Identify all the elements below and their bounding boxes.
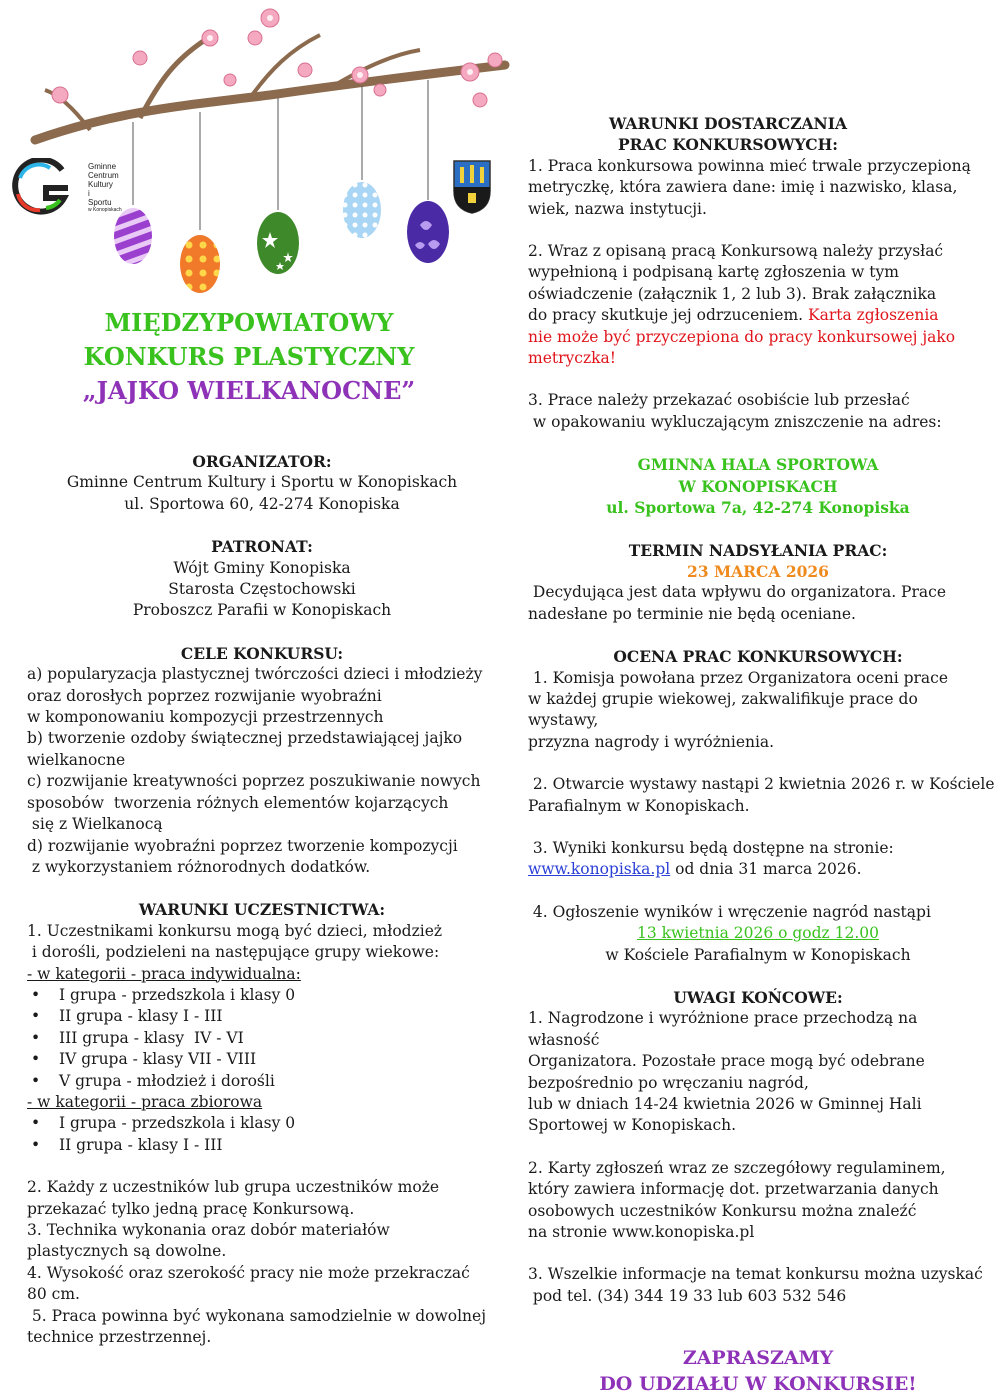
evaluation-text: w Kościele Parafialnym w Konopiskach xyxy=(605,945,911,964)
delivery-warning: nie może być przyczepiona do pracy konkursowej jako xyxy=(528,327,956,346)
goals-heading: CELE KONKURSU: xyxy=(180,643,344,663)
gckis-logo xyxy=(10,158,130,218)
remarks-text: lub w dniach 14-24 kwietnia 2026 w Gminnej Hali xyxy=(528,1095,922,1114)
left-column xyxy=(27,451,497,1348)
evaluation-text: 2. Otwarcie wystawy nastąpi 2 kwietnia 2026 r. w Kościele xyxy=(528,775,995,794)
goals-section xyxy=(27,643,497,878)
patronage-section xyxy=(27,536,497,622)
invitation xyxy=(528,1345,988,1397)
remarks-text: który zawiera informację dot. przetwarzania danych xyxy=(528,1180,939,1199)
remarks-text: osobowych uczestników Konkursu można znaleźć xyxy=(528,1201,917,1220)
delivery-warning: Karta zgłoszenia xyxy=(808,306,939,325)
conditions-text: 80 cm. xyxy=(27,1285,80,1304)
delivery-address: GMINNA HALA SPORTOWA xyxy=(637,455,879,475)
contest-title xyxy=(14,306,484,408)
gckis-logo-line: Gminne xyxy=(88,162,117,171)
goal-line: wielkanocne xyxy=(27,750,126,769)
remarks-text: Organizatora. Pozostałe prace mogą być odebrane xyxy=(528,1052,925,1071)
conditions-text: 1. Uczestnikami konkursu mogą być dzieci, młodzież xyxy=(27,921,443,940)
evaluation-section xyxy=(528,646,995,966)
conditions-text: 2. Każdy z uczestników lub grupa uczestników może xyxy=(27,1178,440,1197)
remarks-text: na stronie www.konopiska.pl xyxy=(528,1223,755,1242)
delivery-text xyxy=(528,305,988,326)
goal-line: oraz dorosłych poprzez rozwijanie wyobraźni xyxy=(27,686,382,705)
delivery-section xyxy=(528,113,988,519)
remarks-text: Sportowej w Konopiskach. xyxy=(528,1116,737,1135)
conditions-text: technice przestrzennej. xyxy=(27,1328,212,1347)
evaluation-heading: OCENA PRAC KONKURSOWYCH: xyxy=(613,647,903,667)
remarks-text: bezpośrednio po wręczaniu nagród, xyxy=(528,1073,809,1092)
deadline-text: nadesłane po terminie nie będą oceniane. xyxy=(528,604,856,623)
goal-line: się z Wielkanocą xyxy=(27,815,163,834)
delivery-address: W KONOPISKACH xyxy=(678,476,838,496)
category-individual: - w kategorii - praca indywidualna: xyxy=(27,964,301,983)
patron: Wójt Gminy Konopiska xyxy=(173,558,351,577)
organizer-name: Gminne Centrum Kultury i Sportu w Konopiskach xyxy=(66,473,458,492)
gckis-logo-icon xyxy=(10,158,72,216)
gckis-logo-line: Centrum xyxy=(88,171,119,180)
goal-line: c) rozwijanie kreatywności poprzez poszukiwanie nowych xyxy=(27,772,481,791)
evaluation-text-after: od dnia 31 marca 2026. xyxy=(670,860,862,879)
remarks-text: 3. Wszelkie informacje na temat konkursu można uzyskać xyxy=(528,1265,983,1284)
remarks-text: 2. Karty zgłoszeń wraz ze szczegółowy regulaminem, xyxy=(528,1158,946,1177)
gckis-logo-line: w Konopiskach xyxy=(88,207,122,213)
conditions-section xyxy=(27,899,497,1348)
title-line: KONKURS PLASTYCZNY xyxy=(83,342,415,371)
remarks-text: pod tel. (34) 344 19 33 lub 603 532 546 xyxy=(528,1286,847,1305)
deadline-section xyxy=(528,540,988,626)
goal-line: d) rozwijanie wyobraźni poprzez tworzenie kompozycji xyxy=(27,836,458,855)
delivery-text-black: do pracy skutkuje jej odrzuceniem. xyxy=(528,306,808,325)
evaluation-text: 3. Wyniki konkursu będą dostępne na stronie: xyxy=(528,838,894,857)
delivery-text: oświadczenie (załącznik 1, 2 lub 3). Brak załącznika xyxy=(528,284,937,303)
list-item: • I grupa - przedszkola i klasy 0 xyxy=(27,1113,497,1134)
remarks-section xyxy=(528,987,988,1307)
organizer-address: ul. Sportowa 60, 42-274 Konopiska xyxy=(124,494,400,513)
list-item: • I grupa - przedszkola i klasy 0 xyxy=(27,985,497,1006)
delivery-text: 3. Prace należy przekazać osobiście lub przesłać xyxy=(528,391,910,410)
patronage-heading: PATRONAT: xyxy=(211,537,313,557)
gckis-logo-line: Sportu xyxy=(88,198,112,207)
conditions-text: przekazać tylko jedną pracę Konkursową. xyxy=(27,1199,355,1218)
deadline-heading: TERMIN NADSYŁANIA PRAC: xyxy=(628,540,888,560)
evaluation-text: 1. Komisja powołana przez Organizatora oceni prace xyxy=(528,668,948,687)
patron: Proboszcz Parafii w Konopiskach xyxy=(132,601,392,620)
remarks-heading: UWAGI KOŃCOWE: xyxy=(673,988,843,1007)
title-line: „JAJKO WIELKANOCNE” xyxy=(82,376,416,405)
delivery-text: w opakowaniu wykluczającym zniszczenie na adres: xyxy=(528,412,942,431)
evaluation-text: 4. Ogłoszenie wyników i wręczenie nagród nastąpi xyxy=(528,902,931,921)
evaluation-text: przyzna nagrody i wyróżnienia. xyxy=(528,732,775,751)
remarks-text: 1. Nagrodzone i wyróżnione prace przechodzą na własność xyxy=(528,1009,918,1049)
organizer-section xyxy=(27,451,497,515)
organizer-heading: ORGANIZATOR: xyxy=(192,452,332,471)
right-column xyxy=(528,113,995,1397)
deadline-text: Decydująca jest data wpływu do organizatora. Prace xyxy=(528,583,946,602)
award-date: 13 kwietnia 2026 o godz 12.00 xyxy=(636,924,880,943)
goal-line: a) popularyzacja plastycznej twórczości dzieci i młodzieży xyxy=(27,665,483,684)
website-link[interactable]: www.konopiska.pl xyxy=(528,860,671,879)
delivery-text: 1. Praca konkursowa powinna mieć trwale przyczepioną xyxy=(528,156,971,175)
delivery-warning: metryczka! xyxy=(528,349,616,368)
goal-line: sposobów tworzenia różnych elementów kojarzących xyxy=(27,793,449,812)
goal-line: z wykorzystaniem różnorodnych dodatków. xyxy=(27,857,371,876)
title-line: MIĘDZYPOWIATOWY xyxy=(104,308,394,337)
conditions-text: i dorośli, podzieleni na następujące grupy wiekowe: xyxy=(27,943,440,962)
invitation-line: DO UDZIAŁU W KONKURSIE! xyxy=(599,1373,917,1396)
delivery-text: wiek, nazwa instytucji. xyxy=(528,199,707,218)
conditions-heading: WARUNKI UCZESTNICTWA: xyxy=(138,900,386,920)
conditions-text: plastycznych są dowolne. xyxy=(27,1242,227,1261)
goal-line: w komponowaniu kompozycji przestrzennych xyxy=(27,708,384,727)
delivery-text: metryczkę, która zawiera dane: imię i nazwisko, klasa, xyxy=(528,178,958,197)
conditions-text: 3. Technika wykonania oraz dobór materiałów xyxy=(27,1221,390,1239)
delivery-heading: PRAC KONKURSOWYCH: xyxy=(618,135,838,155)
list-item: • III grupa - klasy IV - VI xyxy=(27,1028,497,1049)
evaluation-text xyxy=(528,859,988,880)
patron: Starosta Częstochowski xyxy=(168,580,356,599)
delivery-heading: WARUNKI DOSTARCZANIA xyxy=(609,114,847,133)
list-item: • II grupa - klasy I - III xyxy=(27,1006,497,1027)
conditions-text: 4. Wysokość oraz szerokość pracy nie może przekraczać xyxy=(27,1263,470,1282)
gckis-logo-line: i xyxy=(88,189,90,198)
category-group: - w kategorii - praca zbiorowa xyxy=(27,1092,263,1111)
easter-branch-illustration xyxy=(0,0,520,300)
gckis-logo-line: Kultury xyxy=(88,180,113,189)
evaluation-text: w każdej grupie wiekowej, zakwalifikuje prace do wystawy, xyxy=(528,689,918,730)
goal-line: b) tworzenie ozdoby świątecznej przedstawiającej jajko xyxy=(27,729,463,748)
delivery-text: 2. Wraz z opisaną pracą Konkursową należy przysłać xyxy=(528,242,944,261)
deadline-date: 23 MARCA 2026 xyxy=(687,561,829,581)
delivery-address: ul. Sportowa 7a, 42-274 Konopiska xyxy=(606,498,910,518)
list-item: • II grupa - klasy I - III xyxy=(27,1135,497,1156)
evaluation-text: Parafialnym w Konopiskach. xyxy=(528,796,750,815)
delivery-text: wypełnioną i podpisaną kartę zgłoszenia w tym xyxy=(528,263,899,282)
list-item: • V grupa - młodzież i dorośli xyxy=(27,1071,497,1092)
coat-of-arms-icon xyxy=(452,157,492,215)
conditions-text: 5. Praca powinna być wykonana samodzielnie w dowolnej xyxy=(27,1306,486,1325)
invitation-line: ZAPRASZAMY xyxy=(682,1347,834,1370)
list-item: • IV grupa - klasy VII - VIII xyxy=(27,1049,497,1070)
